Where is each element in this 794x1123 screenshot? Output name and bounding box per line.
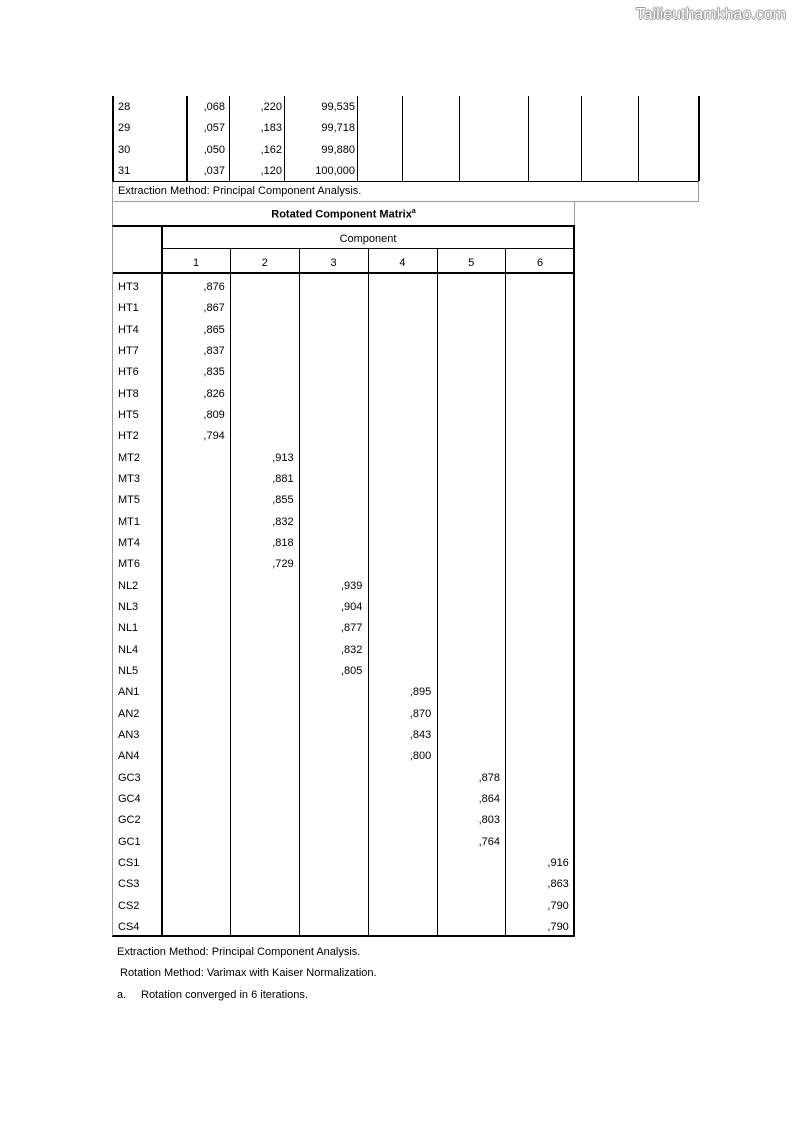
table-row <box>113 850 573 871</box>
table-row <box>113 722 573 743</box>
table-row <box>113 893 573 914</box>
table-cell: ,220 <box>260 101 282 113</box>
loading-value: ,865 <box>203 323 225 336</box>
matrix-title-box <box>112 202 575 225</box>
loading-value: ,895 <box>409 686 432 699</box>
variance-footnote: Extraction Method: Principal Component Analysis. <box>118 185 362 197</box>
component-number: 3 <box>330 257 337 269</box>
table-row <box>112 96 700 117</box>
table-row <box>113 317 573 338</box>
item-label: NL3 <box>118 600 139 613</box>
item-label: GC3 <box>118 771 141 784</box>
loading-value: ,790 <box>547 920 569 933</box>
table-row <box>113 786 573 807</box>
loading-value: ,805 <box>340 664 363 677</box>
item-label: CS4 <box>118 920 140 933</box>
table-row <box>113 530 573 551</box>
item-label: HT7 <box>118 344 139 357</box>
table-row <box>113 487 573 508</box>
item-label: NL4 <box>118 643 139 656</box>
row-number: 29 <box>118 122 131 135</box>
matrix-body <box>113 274 573 935</box>
table-row <box>112 139 700 160</box>
item-label: HT1 <box>118 302 139 315</box>
item-label: MT5 <box>118 494 140 507</box>
column-divider <box>402 96 403 181</box>
table-cell: ,162 <box>260 143 282 156</box>
table-cell: 100,000 <box>315 164 355 177</box>
loading-value: ,729 <box>272 558 294 571</box>
loading-value: ,843 <box>409 728 432 741</box>
table-row <box>113 701 573 722</box>
table-cell: ,057 <box>203 122 225 135</box>
loading-value: ,818 <box>272 536 294 549</box>
loading-value: ,835 <box>203 366 225 379</box>
component-number: 4 <box>399 257 406 269</box>
loading-value: ,870 <box>409 707 432 720</box>
table-row <box>113 871 573 892</box>
convergence-note: Rotation converged in 6 iterations. <box>141 989 308 1001</box>
table-cell: 99,880 <box>321 143 355 156</box>
table-border <box>186 96 188 181</box>
item-label: MT1 <box>118 515 140 528</box>
item-label: GC1 <box>118 835 141 848</box>
loading-value: ,867 <box>203 302 225 315</box>
table-row <box>113 743 573 764</box>
loading-value: ,803 <box>478 814 500 827</box>
table-cell: ,183 <box>260 122 282 135</box>
item-label: HT2 <box>118 430 139 443</box>
loading-value: ,913 <box>272 451 294 464</box>
table-row <box>113 274 573 295</box>
table-row <box>113 807 573 828</box>
table-cell: ,120 <box>260 164 282 177</box>
column-divider <box>357 96 358 181</box>
table-row <box>112 160 700 181</box>
loading-value: ,939 <box>340 579 363 592</box>
table-row <box>113 658 573 679</box>
item-label: GC4 <box>118 792 141 805</box>
table-row <box>113 359 573 380</box>
item-label: CS2 <box>118 899 140 912</box>
table-cell: ,050 <box>203 143 225 156</box>
item-label: AN1 <box>118 686 140 699</box>
item-label: CS1 <box>118 856 140 869</box>
component-header: Component <box>339 233 397 245</box>
loading-value: ,864 <box>478 792 500 805</box>
item-label: HT3 <box>118 281 139 293</box>
column-divider <box>284 96 285 181</box>
loading-value: ,916 <box>547 856 569 869</box>
loading-value: ,863 <box>547 878 569 891</box>
watermark: Tailieuthamkhao.com <box>635 6 786 23</box>
item-label: GC2 <box>118 814 141 827</box>
loading-value: ,794 <box>203 430 225 443</box>
convergence-note-marker: a. <box>117 989 127 1001</box>
table-border <box>698 96 700 181</box>
item-label: MT2 <box>118 451 140 464</box>
item-label: MT6 <box>118 558 140 571</box>
loading-value: ,904 <box>340 600 363 613</box>
table-row <box>112 117 700 138</box>
row-number: 30 <box>118 143 131 156</box>
table-row <box>113 338 573 359</box>
rotated-component-matrix <box>112 225 575 937</box>
loading-value: ,881 <box>272 472 294 485</box>
item-label: CS3 <box>118 878 140 891</box>
component-number: 6 <box>536 257 544 269</box>
loading-value: ,826 <box>203 387 225 400</box>
variance-table-tail <box>112 96 700 181</box>
item-label: HT8 <box>118 387 139 400</box>
table-row <box>113 466 573 487</box>
loading-value: ,800 <box>409 750 432 763</box>
item-label: NL1 <box>118 622 139 635</box>
component-number: 5 <box>468 257 475 269</box>
table-row <box>113 423 573 444</box>
table-row <box>113 551 573 572</box>
table-row <box>113 509 573 530</box>
extraction-footnote: Extraction Method: Principal Component Analysis. <box>117 946 361 958</box>
loading-value: ,832 <box>340 643 363 656</box>
table-cell: ,068 <box>203 101 225 113</box>
item-label: MT3 <box>118 472 140 485</box>
rotation-footnote: Rotation Method: Varimax with Kaiser Normalization. <box>120 967 377 979</box>
table-row <box>113 914 573 935</box>
table-cell: 99,535 <box>321 101 355 113</box>
row-number: 28 <box>118 101 131 113</box>
loading-value: ,809 <box>203 408 225 421</box>
table-row <box>113 615 573 636</box>
table-row <box>113 381 573 402</box>
table-row <box>113 295 573 316</box>
item-label: AN3 <box>118 728 140 741</box>
variance-footnote-box <box>112 181 699 202</box>
table-cell: 99,718 <box>321 122 355 135</box>
item-label: NL5 <box>118 664 139 677</box>
item-label: NL2 <box>118 579 139 592</box>
component-number: 1 <box>192 257 200 269</box>
column-divider <box>638 96 639 181</box>
column-divider <box>581 96 582 181</box>
item-label: HT6 <box>118 366 139 379</box>
loading-value: ,790 <box>547 899 569 912</box>
table-row <box>113 573 573 594</box>
loading-value: ,832 <box>272 515 294 528</box>
column-divider <box>459 96 460 181</box>
item-label: AN2 <box>118 707 140 720</box>
loading-value: ,764 <box>478 835 500 848</box>
loading-value: ,878 <box>478 771 500 784</box>
item-label: HT5 <box>118 408 139 421</box>
table-row <box>113 445 573 466</box>
item-label: MT4 <box>118 536 140 549</box>
matrix-title: Rotated Component Matrix$^a$ <box>271 208 416 221</box>
column-divider <box>229 96 230 181</box>
component-number: 2 <box>261 257 268 269</box>
table-row <box>113 637 573 658</box>
row-number: 31 <box>118 164 131 177</box>
loading-value: ,855 <box>272 494 294 507</box>
table-border <box>112 96 114 181</box>
loading-value: ,837 <box>203 344 225 357</box>
table-row <box>113 765 573 786</box>
loading-value: ,877 <box>340 622 363 635</box>
loading-value: ,876 <box>203 281 225 293</box>
item-label: AN4 <box>118 750 140 763</box>
column-divider <box>528 96 529 181</box>
table-row <box>113 594 573 615</box>
table-row <box>113 679 573 700</box>
table-cell: ,037 <box>203 164 225 177</box>
item-label: HT4 <box>118 323 139 336</box>
table-row <box>113 829 573 850</box>
table-row <box>113 402 573 423</box>
